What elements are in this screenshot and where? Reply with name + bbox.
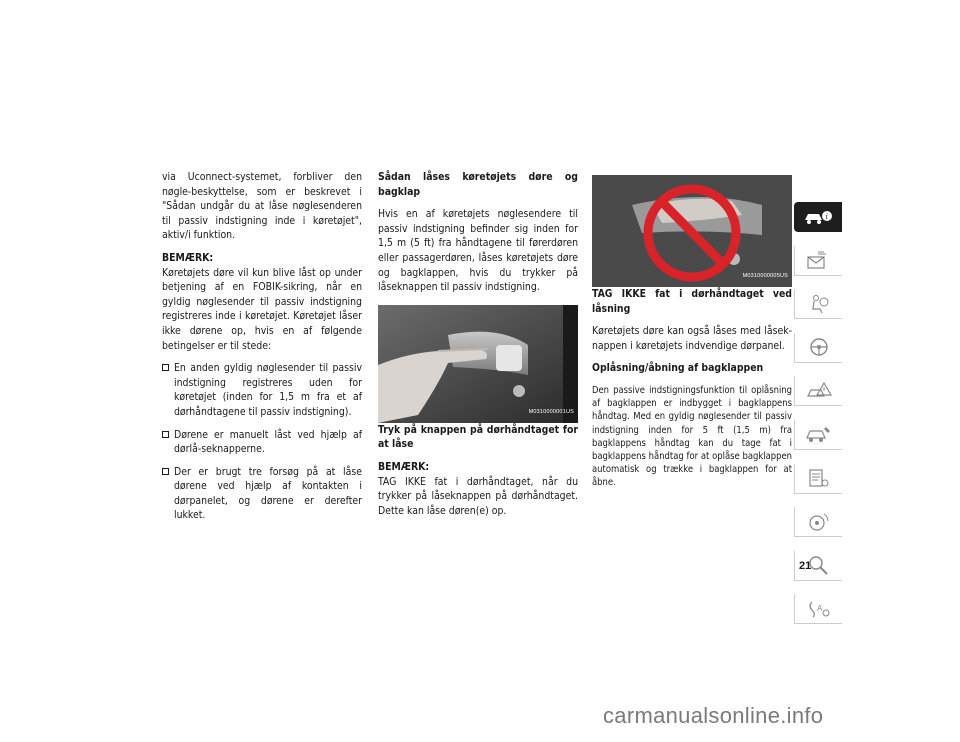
car-info-icon (803, 208, 833, 226)
language-icon (804, 598, 834, 620)
condition-list (162, 361, 362, 523)
image-caption: Tryk på knappen på dørhåndtaget for at låse (378, 423, 578, 451)
section-heading: Oplåsning/åbning af bagklappen (592, 362, 764, 375)
page-number: 21 (799, 560, 812, 572)
tab-servicing[interactable] (794, 420, 842, 450)
interior-lock-paragraph: Køretøjets døre kan også låses med låsek-nappen i køretøjets indvendige dørpanel. (592, 325, 792, 352)
note-text: TAG IKKE fat i dørhåndtaget, når du trykker på låseknappen på dørhåndtaget. Dette kan låse døren(e) op. (378, 475, 578, 517)
svg-text:i: i (825, 212, 828, 221)
door-handle-press-photo (378, 305, 578, 423)
liftgate-paragraph: Den passive indstigningsfunktion til oplåsning af bagklappen er indbygget i bagklappens håndtag. Med en gyldig nøglesender til passiv indstigning inden for 5 ft (1,5 m) fra bagklappens håndtag kan du tage fat i bagklappens håndtag for at oplåse bagklappen automatisk og trække i bagklappen for at åbne. (592, 384, 792, 489)
intro-paragraph: via Uconnect-systemet, forbliver den nøgle-beskyttelse, som er beskrevet i "Sådan undgår du at låse nøglesenderen til passiv indstigning inde i køretøjet", aktiv/i funktion. (162, 171, 362, 242)
tab-emergency[interactable] (794, 376, 842, 406)
checkbox-bullet-icon (162, 364, 169, 371)
column-1 (162, 170, 362, 531)
note-label: BEMÆRK: (162, 251, 214, 264)
tab-driving[interactable] (794, 333, 842, 363)
tab-getting-started[interactable] (794, 246, 842, 276)
checkbox-bullet-icon (162, 431, 169, 438)
list-item-text: Der er brugt tre forsøg på at låse dørene ved hjælp af kontakten i dørpanelet, og dørene er derefter lukket. (174, 465, 362, 522)
tab-car-info[interactable] (794, 202, 842, 232)
column-2 (378, 170, 578, 526)
svg-text:A: A (816, 603, 822, 613)
lock-paragraph: Hvis en af køretøjets nøglesendere til passiv indstigning befinder sig inden for 1,5 m (5 ft) fra håndtagene til førerdøren eller passagerdøren, låses køretøjets døre og bagklappen, hvis du trykker på låseknappen til passiv indstigning. (378, 208, 578, 294)
watermark: carmanualsonline.info (603, 703, 824, 728)
chapter-tabs (794, 202, 842, 638)
note-label: BEMÆRK: (378, 460, 430, 473)
do-not-grab-handle-photo (592, 175, 792, 287)
warning-car-icon (804, 380, 834, 402)
maintenance-list-icon (804, 467, 834, 489)
section-heading: Sådan låses køretøjets døre og bagklap (378, 171, 578, 198)
note-block (378, 460, 578, 518)
mail-checklist-icon (804, 249, 834, 271)
image-code: M0310000001US (528, 409, 574, 416)
multimedia-icon (804, 511, 834, 533)
tab-specifications[interactable] (794, 464, 842, 494)
steering-wheel-icon (804, 336, 834, 358)
list-item (162, 428, 362, 457)
tab-index[interactable] (794, 594, 842, 624)
image-caption: TAG IKKE fat i dørhåndtaget ved låsning (592, 288, 792, 315)
list-item (162, 361, 362, 419)
note-text: Køretøjets døre vil kun blive låst op under betjening af en FOBIK-sikring, når en gyldig nøglesender til passiv indstigning registreres inde i køretøjet. Køretøjet låser ikke dørene op, hvis en af følgende betingelser er til stede: (162, 266, 362, 352)
list-item-text: Dørene er manuelt låst ved hjælp af dørlå-seknapperne. (174, 428, 362, 456)
tab-multimedia[interactable] (794, 507, 842, 537)
list-item-text: En anden gyldig nøglesender til passiv indstigning registreres uden for køretøjet (inden for 1,5 m fra et af dørhåndtagene til passiv indstigning). (174, 362, 362, 418)
note-block (162, 251, 362, 353)
seat-airbag-icon (804, 293, 834, 315)
car-service-icon (804, 423, 834, 445)
image-code: M0310000005US (742, 273, 788, 280)
checkbox-bullet-icon (162, 468, 169, 475)
tab-safety[interactable] (794, 289, 842, 319)
list-item (162, 465, 362, 523)
column-3 (592, 175, 792, 498)
